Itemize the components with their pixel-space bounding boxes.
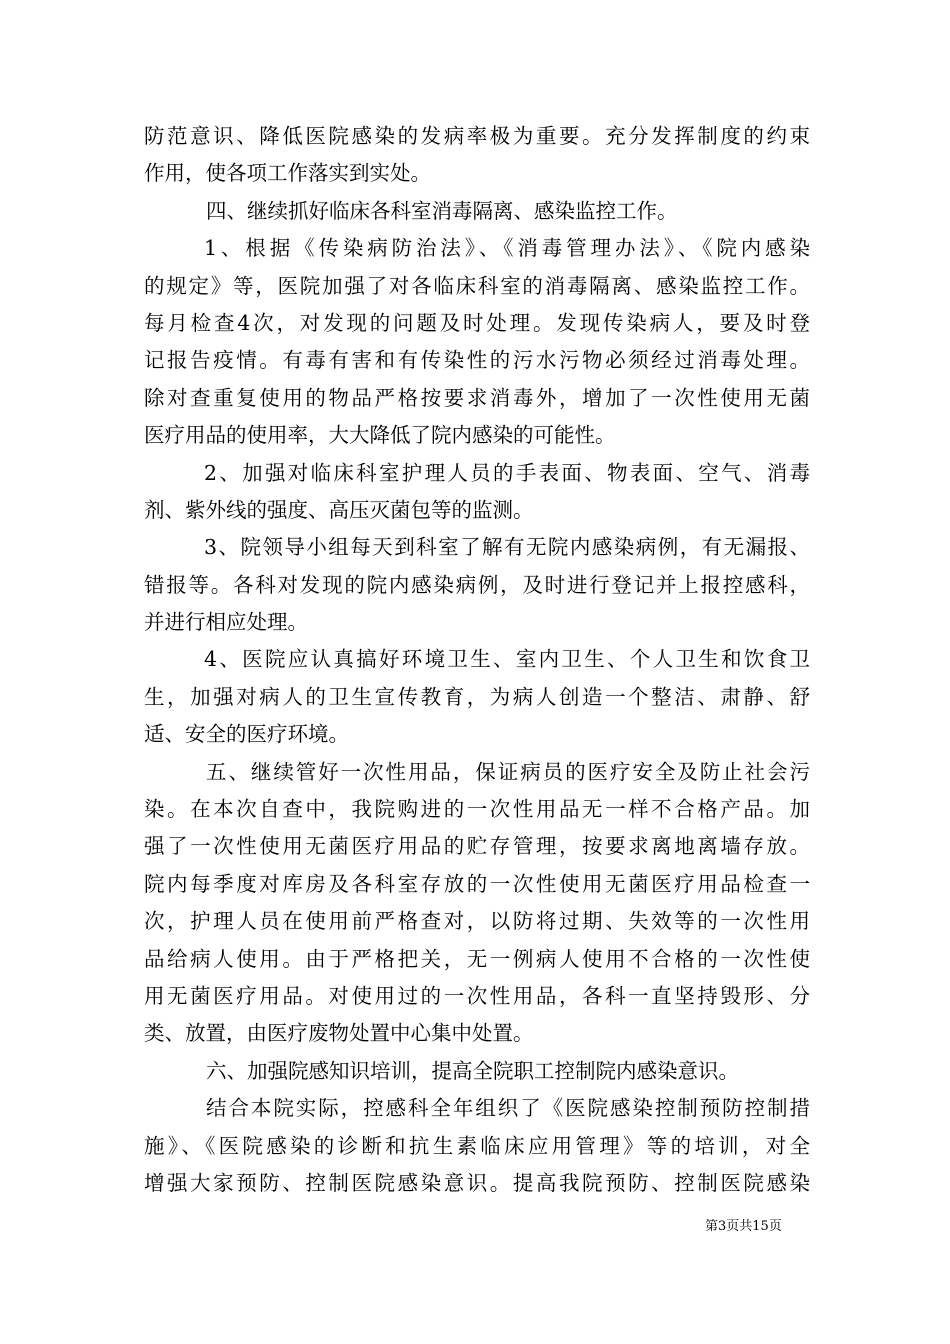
document-body — [144, 118, 810, 1202]
text-line-14: 并进行相应处理。 — [144, 610, 308, 635]
page-number-footer: 第3页共15页 — [705, 1219, 782, 1234]
text-line-24: 用无菌医疗用品。对使用过的一次性用品，各科一直坚持毁形、分 — [144, 983, 810, 1008]
text-line-1: 防范意识、降低医院感染的发病率极为重要。充分发挥制度的约束 — [144, 124, 810, 148]
text-line-4: 1、根据《传染病防治法》、《消毒管理办法》、《院内感染 — [204, 236, 810, 261]
text-line-23: 品给病人使用。由于严格把关，无一例病人使用不合格的一次性使 — [144, 946, 810, 971]
text-line-17: 适、安全的医疗环境。 — [144, 722, 349, 747]
text-line-29: 增强大家预防、控制医院感染意识。提高我院预防、控制医院感染 — [144, 1170, 810, 1195]
text-line-21: 院内每季度对库房及各科室存放的一次性使用无菌医疗用品检查一 — [144, 871, 810, 896]
text-line-28: 施》、《医院感染的诊断和抗生素临床应用管理》等的培训，对全 — [144, 1133, 810, 1158]
text-line-19: 染。在本次自查中，我院购进的一次性用品无一样不合格产品。加 — [144, 797, 810, 822]
section-heading-5: 五、继续管好一次性用品，保证病员的医疗安全及防止社会污 — [206, 759, 810, 784]
section-heading-6: 六、加强院感知识培训，提高全院职工控制院内感染意识。 — [206, 1058, 739, 1083]
text-line-9: 医疗用品的使用率，大大降低了院内感染的可能性。 — [144, 423, 616, 448]
text-line-15: 4、医院应认真搞好环境卫生、室内卫生、个人卫生和饮食卫 — [204, 647, 810, 672]
text-line-8: 除对查重复使用的物品严格按要求消毒外，增加了一次性使用无菌 — [144, 385, 810, 410]
text-line-2: 作用，使各项工作落实到实处。 — [144, 161, 431, 186]
text-line-7: 记报告疫情。有毒有害和有传染性的污水污物必须经过消毒处理。 — [144, 348, 810, 373]
section-heading-4: 四、继续抓好临床各科室消毒隔离、感染监控工作。 — [206, 198, 678, 223]
text-line-6: 每月检查4次，对发现的问题及时处理。发现传染病人，要及时登 — [144, 310, 810, 335]
text-line-25: 类、放置，由医疗废物处置中心集中处置。 — [144, 1021, 534, 1046]
text-line-10: 2、加强对临床科室护理人员的手表面、物表面、空气、消毒 — [204, 460, 810, 485]
text-line-16: 生，加强对病人的卫生宣传教育，为病人创造一个整洁、肃静、舒 — [144, 684, 810, 709]
text-line-27: 结合本院实际，控感科全年组织了《医院感染控制预防控制措 — [206, 1096, 810, 1121]
text-line-20: 强了一次性使用无菌医疗用品的贮存管理，按要求离地离墙存放。 — [144, 834, 810, 859]
text-line-22: 次，护理人员在使用前严格查对，以防将过期、失效等的一次性用 — [144, 909, 810, 934]
text-line-11: 剂、紫外线的强度、高压灭菌包等的监测。 — [144, 497, 534, 522]
text-line-13: 错报等。各科对发现的院内感染病例，及时进行登记并上报控感科， — [144, 572, 810, 597]
text-line-12: 3、院领导小组每天到科室了解有无院内感染病例，有无漏报、 — [204, 535, 810, 560]
text-line-5: 的规定》等，医院加强了对各临床科室的消毒隔离、感染监控工作。 — [144, 273, 810, 298]
